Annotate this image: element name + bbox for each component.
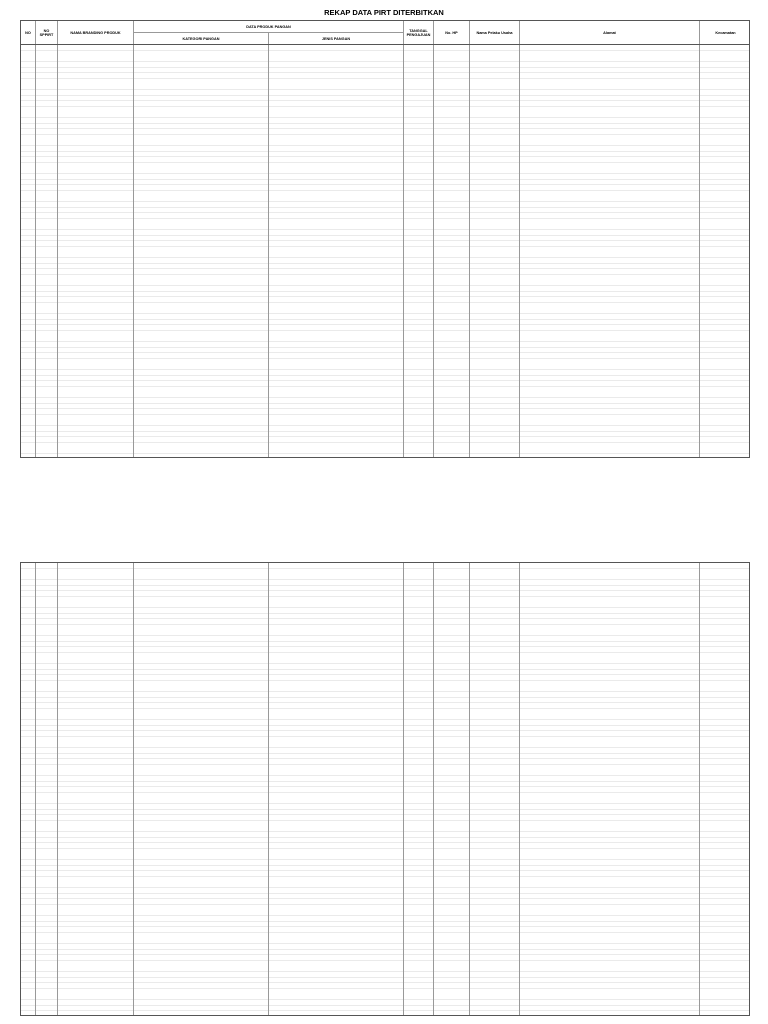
header-kategori-pangan: KATEGORI PANGAN: [133, 33, 268, 45]
table-row-rules: [21, 563, 749, 1015]
header-data-produk-pangan: DATA PRODUK PANGAN: [133, 21, 403, 33]
column-divider: [699, 45, 700, 457]
column-divider: [57, 563, 58, 1015]
table-header: [20, 20, 750, 44]
header-no-hp: No. HP: [433, 21, 469, 45]
column-divider: [699, 563, 700, 1015]
table-block-upper: [20, 44, 750, 458]
column-divider: [133, 45, 134, 457]
column-divider: [268, 563, 269, 1015]
column-divider: [35, 45, 36, 457]
table-row-rules: [21, 45, 749, 457]
column-divider: [57, 45, 58, 457]
header-nama-produk: NAMA BRANDING PRODUK: [57, 21, 133, 45]
column-divider: [519, 563, 520, 1015]
column-divider: [433, 45, 434, 457]
column-divider: [469, 563, 470, 1015]
header-tanggal-pengajuan: TANGGAL PENGAJUAN: [403, 21, 433, 45]
document-title: REKAP DATA PIRT DITERBITKAN: [324, 8, 444, 17]
header-no: NO: [25, 30, 31, 35]
table-block-lower: [20, 562, 750, 1016]
column-divider: [403, 45, 404, 457]
header-kecamatan: Kecamatan: [699, 21, 751, 45]
column-divider: [35, 563, 36, 1015]
column-divider: [133, 563, 134, 1015]
column-divider: [433, 563, 434, 1015]
column-divider: [403, 563, 404, 1015]
column-divider: [469, 45, 470, 457]
header-jenis-pangan: JENIS PANGAN: [268, 33, 403, 45]
column-divider: [268, 45, 269, 457]
header-nama-pelaku-usaha: Nama Pelaku Usaha: [469, 21, 519, 45]
column-divider: [519, 45, 520, 457]
header-alamat: Alamat: [519, 21, 699, 45]
header-no-sppirt: NO SPPIRT: [35, 21, 57, 45]
